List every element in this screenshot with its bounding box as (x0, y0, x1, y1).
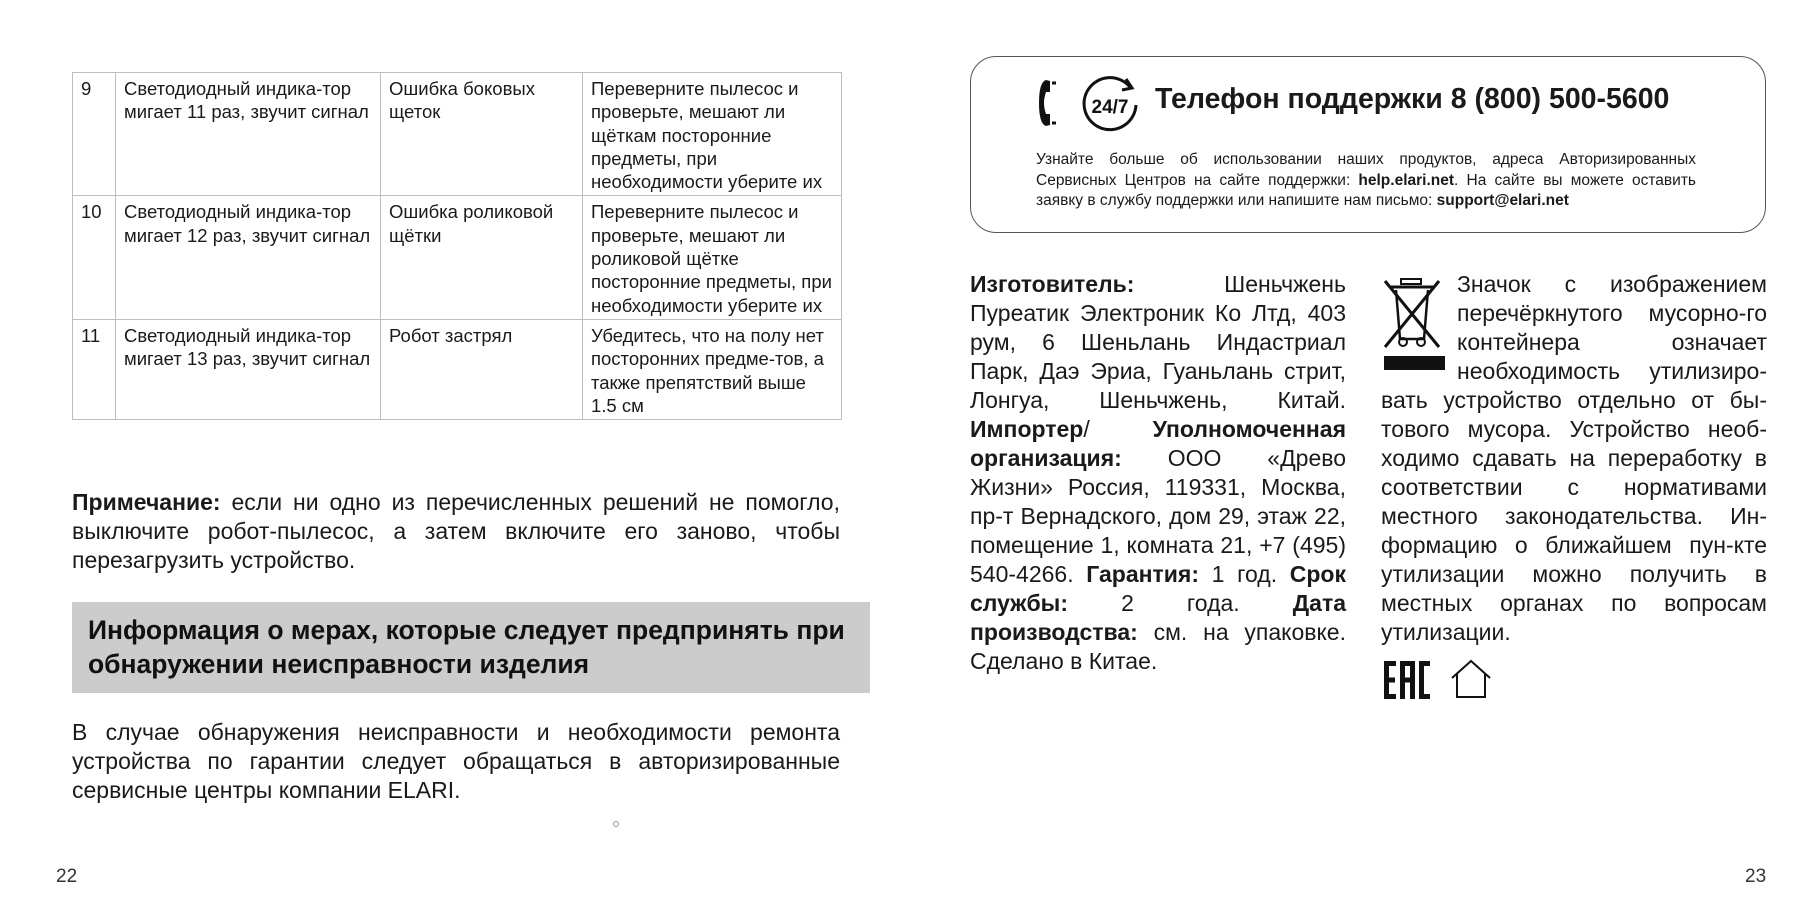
badge-label: 24/7 (1091, 97, 1129, 118)
decorative-dot (613, 821, 619, 827)
eac-mark-icon (1384, 661, 1430, 699)
house-icon (1449, 658, 1493, 700)
clock-24-7-icon (1078, 73, 1142, 137)
row-number: 11 (73, 319, 116, 419)
info-heading: Информация о мерах, которые следует предпринять при обнаружении неисправности изделия (88, 615, 845, 679)
guarantee-label: Гарантия: (1086, 561, 1199, 587)
note-label: Примечание: (72, 489, 221, 515)
service-life-text: 2 года. (1068, 590, 1293, 616)
manufacturer-info (970, 270, 1346, 676)
page-number-left: 22 (56, 866, 78, 887)
disposal-info (1381, 270, 1767, 647)
note-text: если ни одно из перечисленных решений не помогло, выключите робот-пылесос, а затем включите его заново, чтобы перезагрузить устройство. (72, 489, 840, 573)
row-number: 9 (73, 73, 116, 196)
table-row (73, 319, 842, 419)
manufacturer-label: Изготовитель: (970, 271, 1135, 297)
table-row (73, 196, 842, 319)
disposal-text: Значок с изображением перечёркнутого мусорно-го контейнера означает необходимость утилизиро-вать устройство отдельно от бы-тового мусора. Устройство необ-ходимо сдавать на переработку в соответствии с нормативами местного законодательства. Ин-формацию о ближайшем пун-кте утилизации можно получить в местных органах по вопросам утилизации. (1381, 271, 1767, 645)
support-box (970, 56, 1766, 233)
phone-icon (1037, 77, 1059, 129)
production-date-label: Дата производства: (970, 590, 1346, 645)
info-heading-box (72, 602, 870, 693)
manufacturer-text: Шеньчжень Пуреатик Электроник Ко Лтд, 403 рум, 6 Шеньлань Индастриал Парк, Даэ Эриа, Гуаньлань стрит, Лонгуа, Шеньчжень, Китай. (970, 271, 1346, 413)
support-title: Телефон поддержки 8 (800) 500-5600 (1155, 83, 1670, 115)
row-number: 10 (73, 196, 116, 319)
importer-separator: / (1083, 416, 1153, 442)
icon-spacer (1381, 270, 1457, 382)
page-number-right: 23 (1745, 866, 1767, 887)
row-error: Робот застрял (381, 319, 583, 419)
row-error: Ошибка роликовой щётки (381, 196, 583, 319)
warranty-paragraph: В случае обнаружения неисправности и необходимости ремонта устройства по гарантии следует обращаться в авторизированные сервисные центры компании ELARI. (72, 719, 840, 803)
authorized-org-label: Уполномоченная организация: (970, 416, 1346, 471)
production-date-text: см. на упаковке. Сделано в Китае. (970, 619, 1346, 674)
row-indicator: Светодиодный индика-тор мигает 11 раз, звучит сигнал (116, 73, 381, 196)
row-indicator: Светодиодный индика-тор мигает 13 раз, звучит сигнал (116, 319, 381, 419)
importer-label: Импортер (970, 416, 1084, 442)
table-row (73, 73, 842, 196)
error-table-body (73, 73, 842, 420)
row-indicator: Светодиодный индика-тор мигает 12 раз, звучит сигнал (116, 196, 381, 319)
support-text-part: . На сайте вы можете оставить заявку в службу поддержки или напишите нам письмо: (1036, 171, 1696, 209)
authorized-org-text: ООО «Древо Жизни» Россия, 119331, Москва, пр-т Вернадского, дом 29, этаж 22, помещение 1, комната 21, +7 (495) 540-4266. (970, 445, 1346, 587)
support-site-link[interactable]: help.elari.net (1358, 171, 1455, 189)
note-paragraph (72, 488, 840, 575)
support-email-link[interactable]: support@elari.net (1436, 192, 1569, 209)
support-text (1036, 150, 1696, 212)
service-life-label: Срок службы: (970, 561, 1346, 616)
row-error: Ошибка боковых щеток (381, 73, 583, 196)
error-table (72, 72, 842, 420)
row-solution: Переверните пылесос и проверьте, мешают ли щёткам посторонние предметы, при необходимости уберите их (583, 73, 842, 196)
row-solution: Переверните пылесос и проверьте, мешают ли роликовой щётке посторонние предметы, при необходимости уберите их (583, 196, 842, 319)
guarantee-text: 1 год. (1199, 561, 1290, 587)
support-text-part: Узнайте больше об использовании наших продуктов, адреса Авторизированных Сервисных Центров на сайте поддержки: (1036, 151, 1696, 189)
row-solution: Убедитесь, что на полу нет посторонних предме-тов, а также препятствий выше 1.5 см (583, 319, 842, 419)
